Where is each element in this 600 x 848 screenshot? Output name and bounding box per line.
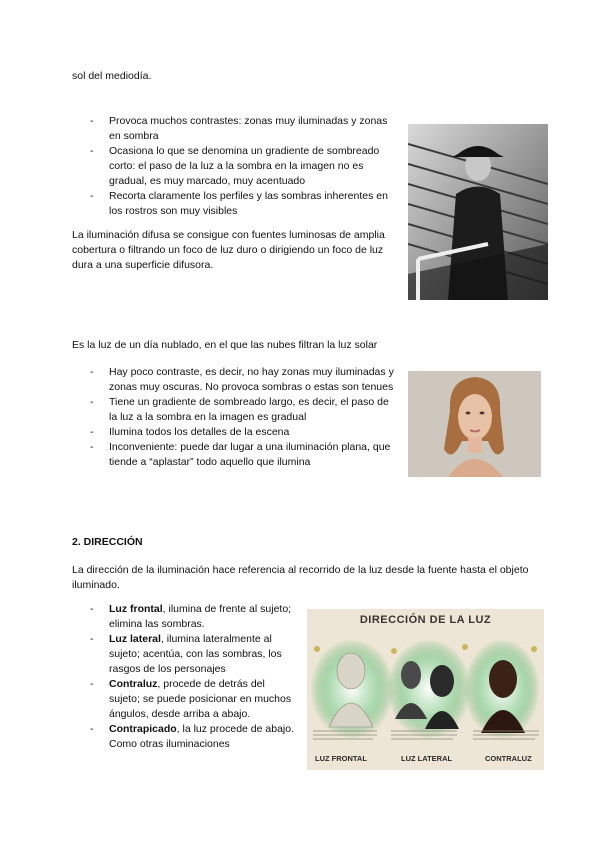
soft-light-bullet-list (90, 365, 395, 470)
list-item: - Recorta claramente los perfiles y las sombras inherentes en los rostros son muy visibles (90, 189, 400, 219)
list-item: - Provoca muchos contrastes: zonas muy iluminadas y zonas en sombra (90, 114, 400, 144)
term-description: , ilumina de frente al sujeto; elimina las sombras. (109, 603, 292, 630)
list-item (90, 722, 295, 752)
term-label: Luz frontal (109, 603, 163, 615)
list-item (90, 677, 295, 722)
term-description: , la luz procede de abajo. Como otras iluminaciones (109, 723, 295, 750)
direction-bullet-list (90, 602, 295, 752)
soft-light-portrait-photo (408, 371, 541, 477)
direction-intro: La dirección de la iluminación hace referencia al recorrido de la luz desde la fuente hasta el objeto iluminado. (72, 564, 529, 591)
hard-light-photo (408, 124, 548, 300)
list-item: - Tiene un gradiente de sombreado largo, es decir, el paso de la luz a la sombra en la imagen es gradual (90, 395, 395, 425)
infographic-label-contraluz: CONTRALUZ (485, 754, 532, 763)
infographic-title: DIRECCIÓN DE LA LUZ (359, 614, 492, 626)
term-label: Contrapicado (109, 723, 177, 735)
list-item: - Ocasiona lo que se denomina un gradiente de sombreado corto: el paso de la luz a la sombra en la imagen no es gradual, es muy marcado, muy acentuado (90, 144, 400, 189)
hard-light-bullet-list (90, 114, 400, 219)
term-description: , procede de detrás del sujeto; se puede posicionar en muchos ángulos, desde arriba a abajo. (109, 678, 292, 720)
infographic-label-frontal: LUZ FRONTAL (315, 754, 367, 763)
list-item: - Ilumina todos los detalles de la escena (90, 425, 395, 440)
list-item: - Hay poco contraste, es decir, no hay zonas muy iluminadas y zonas muy oscuras. No provoca sombras o estas son tenues (90, 365, 395, 395)
diffuse-paragraph: La iluminación difusa se consigue con fuentes luminosas de amplia cobertura o filtrando un foco de luz duro o dirigiendo un foco de luz dura a una superficie difusora. (72, 229, 385, 271)
soft-light-intro: Es la luz de un día nublado, en el que las nubes filtran la luz solar (72, 339, 378, 351)
term-description: , ilumina lateralmente al sujeto; acentúa, con las sombras, los rasgos de los personajes (109, 633, 282, 675)
light-direction-infographic (307, 609, 544, 770)
section-heading: 2. DIRECCIÓN (72, 536, 143, 548)
term-label: Luz lateral (109, 633, 161, 645)
term-label: Contraluz (109, 678, 158, 690)
list-item (90, 602, 295, 632)
list-item (90, 632, 295, 677)
list-item: - Inconveniente: puede dar lugar a una iluminación plana, que tiende a “aplastar” todo aquello que ilumina (90, 440, 395, 470)
intro-tail-text: sol del mediodía. (72, 70, 152, 82)
infographic-label-lateral: LUZ LATERAL (401, 754, 453, 763)
